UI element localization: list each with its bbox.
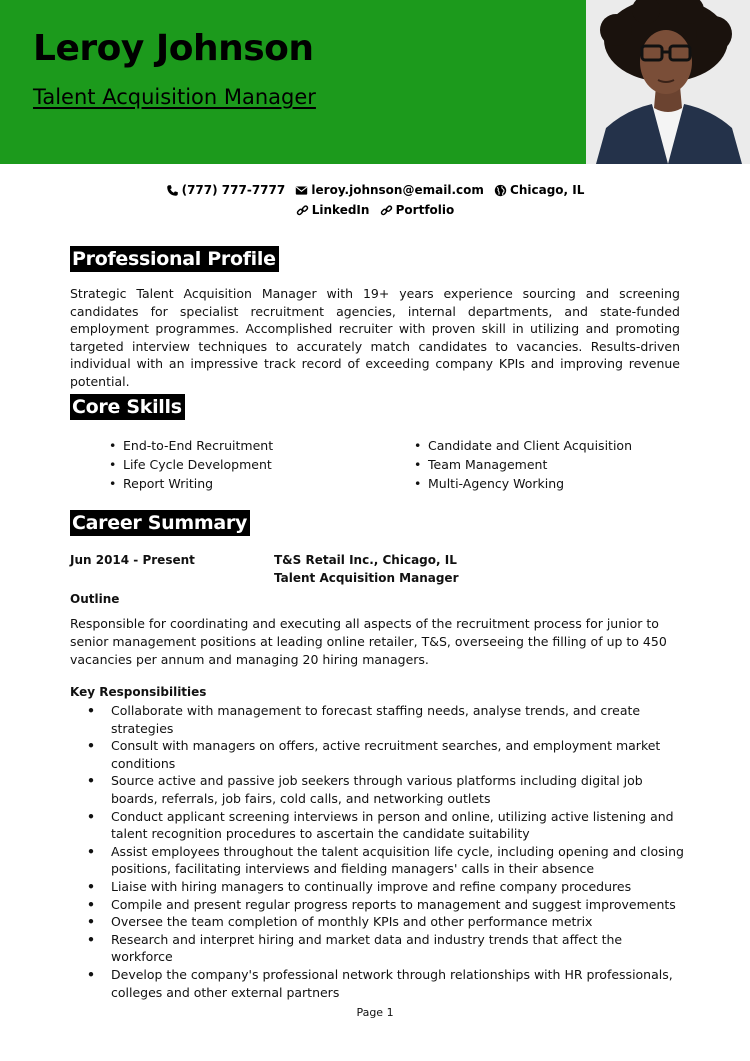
link-icon (296, 204, 309, 217)
list-item: • Assist employees throughout the talent acquisition life cycle, including opening and closing positions, facilitating interviews and fielding managers' calls in their absence (87, 843, 687, 878)
contact-phone-text: (777) 777-7777 (181, 183, 286, 197)
skill-item: • Life Cycle Development (109, 455, 273, 474)
list-item: • Conduct applicant screening interviews in person and online, utilizing active listening and talent recognition procedures to ascertain the candidate suitability (87, 808, 687, 843)
section-title-skills: Core Skills (70, 394, 185, 420)
portfolio-link-text: Portfolio (395, 203, 455, 217)
list-item: • Source active and passive job seekers through various platforms including digital job boards, referrals, job fairs, cold calls, and networking outlets (87, 772, 687, 807)
profile-photo-illustration (586, 0, 750, 164)
skill-item: • Report Writing (109, 474, 273, 493)
list-item: • Liaise with hiring managers to continually improve and refine company procedures (87, 878, 687, 896)
contact-location (494, 183, 584, 197)
contact-phone[interactable] (166, 183, 286, 197)
profile-summary: Strategic Talent Acquisition Manager with 19+ years experience sourcing and screening candidates for specialist recruitment agencies, internal departments, and state-funded employment programmes. Accomplished recruiter with proven skill in utilizing and promoting targeted interview techniques to accurately match candidates to vacancies. Results-driven individual with an impressive track record of exceeding company KPIs and improving revenue potential. (70, 286, 680, 389)
list-item: • Compile and present regular progress reports to management and suggest improvements (87, 896, 687, 914)
linkedin-link[interactable] (296, 203, 370, 217)
skills-list-right (414, 436, 632, 493)
job-role: Talent Acquisition Manager (274, 571, 459, 585)
skill-item: • Team Management (414, 455, 632, 474)
profile-photo (586, 0, 750, 164)
list-item: • Collaborate with management to forecast staffing needs, analyse trends, and create strategies (87, 702, 687, 737)
globe-icon (494, 184, 507, 197)
link-icon (380, 204, 393, 217)
list-item: • Consult with managers on offers, active recruitment searches, and employment market conditions (87, 737, 687, 772)
contact-location-text: Chicago, IL (510, 183, 585, 197)
job-company: T&S Retail Inc., Chicago, IL (274, 553, 457, 567)
list-item: • Develop the company's professional network through relationships with HR professionals, colleges and other external partners (87, 966, 687, 1001)
list-item: • Oversee the team completion of monthly KPIs and other performance metrix (87, 913, 687, 931)
email-icon (295, 184, 308, 197)
skill-item: • End-to-End Recruitment (109, 436, 273, 455)
skill-item: • Candidate and Client Acquisition (414, 436, 632, 455)
job-date-range: Jun 2014 - Present (70, 553, 195, 567)
contact-email[interactable] (295, 183, 483, 197)
outline-text: Responsible for coordinating and executing all aspects of the recruitment process for junior to senior management positions at leading online retailer, T&S, overseeing the filling of up to 450 vacancies per annum and managing 20 hiring managers. (70, 616, 667, 667)
responsibilities-list (87, 702, 687, 1001)
contact-row-primary (0, 183, 750, 200)
section-title-career: Career Summary (70, 510, 250, 536)
section-title-profile: Professional Profile (70, 246, 279, 272)
skills-list-left (109, 436, 273, 493)
contact-email-text: leroy.johnson@email.com (311, 183, 484, 197)
linkedin-link-text: LinkedIn (311, 203, 370, 217)
candidate-job-title: Talent Acquisition Manager (33, 85, 316, 109)
phone-icon (166, 184, 179, 197)
skill-item: • Multi-Agency Working (414, 474, 632, 493)
list-item: • Research and interpret hiring and market data and industry trends that affect the workforce (87, 931, 687, 966)
contact-row-links (0, 203, 750, 220)
outline-heading: Outline (70, 592, 120, 606)
page-number: Page 1 (356, 1006, 394, 1019)
candidate-name: Leroy Johnson (33, 28, 314, 69)
responsibilities-heading: Key Responsibilities (70, 685, 207, 699)
portfolio-link[interactable] (380, 203, 455, 217)
